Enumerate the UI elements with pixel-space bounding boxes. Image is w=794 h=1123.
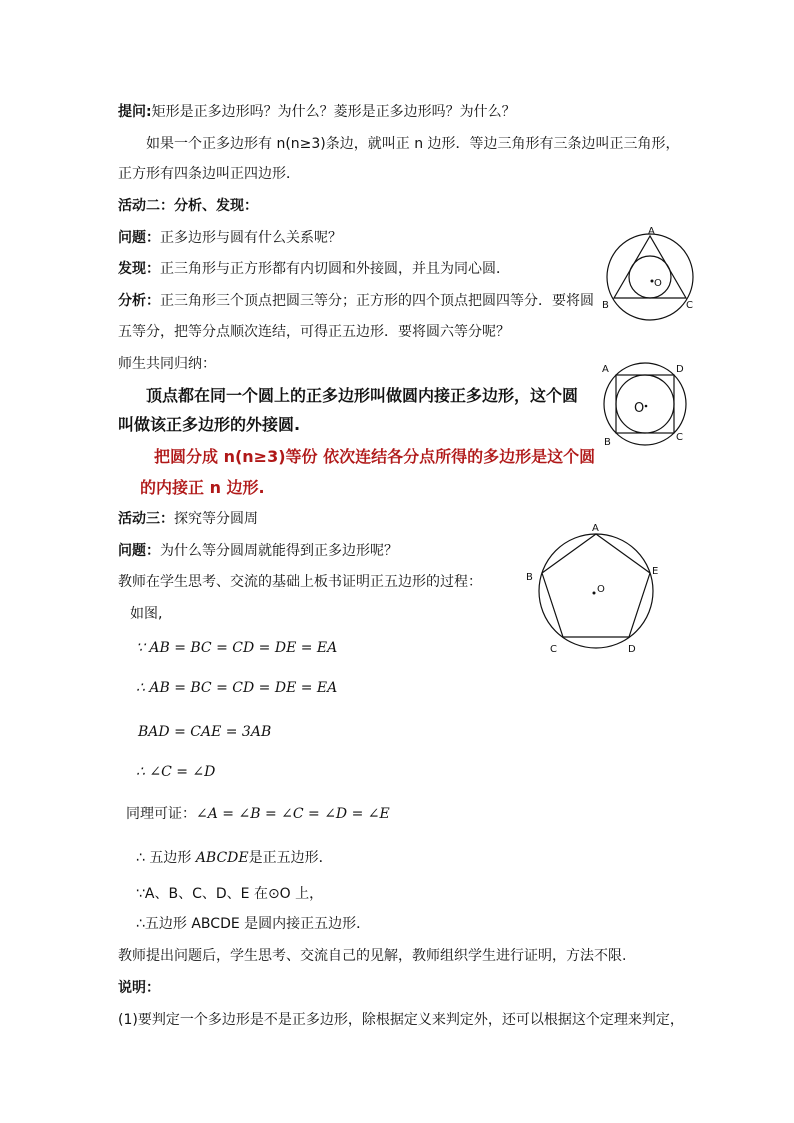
triangle — [614, 236, 686, 298]
activity-3-text: 探究等分圆周 — [174, 511, 258, 527]
incircle — [629, 256, 671, 298]
label-D: D — [676, 364, 684, 375]
label-A: A — [592, 523, 599, 534]
circumcircle — [607, 234, 693, 320]
proof-step-2: ∴ AB = BC = CD = DE = EA — [136, 680, 338, 696]
activity-3-heading — [118, 509, 258, 529]
label-B: B — [604, 437, 611, 448]
activity-2-heading: 活动二：分析、发现： — [118, 198, 258, 214]
discovery-label: 发现： — [118, 261, 160, 277]
proof-step-6-b: ABCDE — [195, 850, 249, 866]
proof-step-6-c: 是正五边形． — [248, 850, 333, 866]
label-D: D — [628, 644, 636, 655]
question-3 — [118, 541, 398, 561]
question-label: 提问: — [118, 104, 152, 120]
analysis-line-2: 五等分，把等分点顺次连结，可得正五边形．要将圆六等分呢？ — [118, 324, 510, 340]
label-C: C — [686, 300, 693, 311]
label-B: B — [602, 300, 609, 311]
label-A: A — [602, 364, 609, 375]
red-theorem-line-1: 把圆分成 n(n≥3)等份 依次连结各分点所得的多边形是这个圆 — [154, 447, 596, 466]
question-rect-rhombus — [118, 102, 516, 122]
definition-line-2: 正方形有四条边叫正四边形． — [118, 166, 300, 182]
label-A: A — [648, 226, 655, 237]
as-figure: 如图, — [130, 606, 163, 622]
discovery — [118, 259, 510, 279]
analysis-line-1 — [118, 291, 594, 311]
red-theorem-line-2: 的内接正 n 边形. — [140, 478, 265, 497]
label-C: C — [550, 644, 557, 655]
label-E: E — [652, 566, 659, 577]
square-circle-figure — [596, 360, 696, 450]
question-2 — [118, 228, 342, 248]
teacher-proof-intro: 教师在学生思考、交流的基础上板书证明正五边形的过程： — [118, 574, 482, 590]
analysis-text-1: 正三角形三个顶点把圆三等分；正方形的四个顶点把圆四等分．要将圆 — [160, 293, 594, 309]
definition-line-1: 如果一个正多边形有 n(n≥3)条边，就叫正 n 边形．等边三角形有三条边叫正三角形， — [146, 136, 680, 152]
question-3-label: 问题： — [118, 543, 160, 559]
discovery-text: 正三角形与正方形都有内切圆和外接圆，并且为同心圆． — [160, 261, 510, 277]
proof-step-1: ∵ AB = BC = CD = DE = EA — [136, 640, 338, 656]
note-item-1: (1)要判定一个多边形是不是正多边形，除根据定义来判定外，还可以根据这个定理来判定， — [118, 1012, 684, 1028]
pentagon-circle-figure — [522, 520, 670, 660]
question-2-label: 问题： — [118, 230, 160, 246]
label-C: C — [676, 432, 683, 443]
triangle-circle-figure — [596, 224, 696, 324]
label-O: O — [634, 401, 645, 416]
label-O: O — [654, 278, 662, 289]
pentagon — [542, 534, 650, 637]
center-point — [645, 405, 648, 408]
proof-step-5 — [126, 804, 390, 824]
note-heading: 说明： — [118, 980, 160, 996]
proof-step-3: BAD = CAE = 3AB — [138, 724, 272, 740]
incircle — [616, 375, 674, 433]
proof-step-4: ∴ ∠C = ∠D — [136, 764, 216, 780]
theorem-line-2: 叫做该正多边形的外接圆. — [118, 415, 301, 434]
analysis-label: 分析： — [118, 293, 160, 309]
summary-intro: 师生共同归纳： — [118, 356, 216, 372]
theorem-line-1: 顶点都在同一个圆上的正多边形叫做圆内接正多边形，这个圆 — [146, 386, 579, 405]
activity-3-label: 活动三： — [118, 511, 174, 527]
circumcircle — [539, 534, 653, 648]
question-text: 矩形是正多边形吗？为什么？菱形是正多边形吗？为什么？ — [151, 104, 516, 120]
proof-step-8: ∴五边形 ABCDE 是圆内接正五边形． — [136, 916, 371, 932]
label-B: B — [526, 572, 533, 583]
teacher-note: 教师提出问题后，学生思考、交流自己的见解，教师组织学生进行证明，方法不限. — [118, 948, 627, 964]
label-O: O — [597, 584, 605, 595]
proof-step-6 — [136, 848, 333, 868]
proof-step-5-label: 同理可证： — [126, 806, 196, 822]
proof-step-7: ∵A、B、C、D、E 在⊙O 上， — [136, 886, 324, 902]
proof-step-5-math: ∠A = ∠B = ∠C = ∠D = ∠E — [196, 806, 390, 822]
question-3-text: 为什么等分圆周就能得到正多边形呢？ — [160, 543, 398, 559]
center-point — [593, 592, 596, 595]
question-2-text: 正多边形与圆有什么关系呢？ — [160, 230, 342, 246]
proof-step-6-a: ∴ 五边形 — [136, 850, 192, 866]
